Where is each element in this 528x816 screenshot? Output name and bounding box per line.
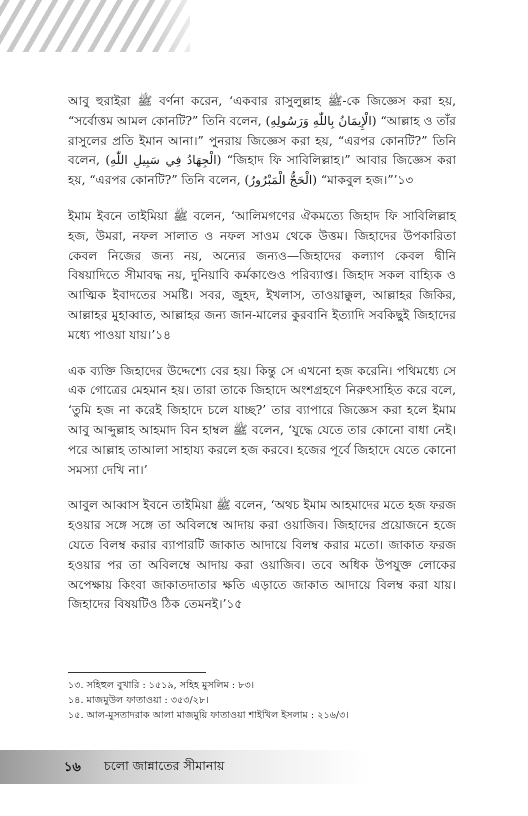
footnote-divider (68, 672, 206, 673)
paragraph-hadith: আবু হুরাইরা ﷺ বর্ণনা করেন, ‘একবার রাসুলুল্লাহ ﷺ-কে জিজ্ঞেস করা হয়, “সর্বোত্তম আমল কোনটি?” তিনি বলেন, (الْإِيمَانُ بِاللّٰهِ وَرَسُولِهِ) “আল্লাহ ও তাঁর রাসুলের প্রতি ইমান আনা।” পুনরায় জিজ্ঞেস করা হয়, “এরপর কোনটি?” তিনি বলেন, (الْجِهَادُ فِي سَبِيلِ اللّٰهِ) “জিহাদ ফি সাবিলিল্লাহ।” আবার জিজ্ঞেস করা হয়, “এরপর কোনটি?” তিনি বলেন, (الْحَجُّ الْمَبْرُورُ) “মাকবুল হজ।”’১৩ (68, 94, 456, 188)
main-text (68, 92, 456, 631)
paragraph-imam-ahmad: এক ব্যক্তি জিহাদের উদ্দেশ্যে বের হয়। কিন্তু সে এখনো হজ করেনি। পথিমধ্যে সে এক গোত্রের মেহমান হয়। তারা তাকে জিহাদে অংশগ্রহণে নিরুৎসাহিত করে বলে, ‘তুমি হজ না করেই জিহাদে চলে যাচ্ছ?’ তার ব্যাপারে জিজ্ঞেস করা হলে ইমাম আবু আব্দুল্লাহ আহমাদ বিন হাম্বল ﷺ বলেন, ‘যুদ্ধে যেতে তার কোনো বাধা নেই। পরে আল্লাহ তাআলা সাহায্য করলে হজ করবে। হজের পূর্বে জিহাদে যেতে কোনো সমস্যা দেখি না।’ (68, 363, 456, 477)
header-stripe-fade (150, 0, 210, 52)
footnotes (68, 678, 468, 723)
footnote-13: ১৩. সহিহুল বুখারি : ১৫১৯, সহিহ মুসলিম : ৮৩। (68, 680, 255, 691)
paragraph-abul-abbas: আবুল আব্বাস ইবনে তাইমিয়া ﷺ বলেন, ‘অথচ ইমাম আহমাদের মতে হজ ফরজ হওয়ার সঙ্গে সঙ্গে তা অবিলম্বে আদায় করা ওয়াজিব। জিহাদের প্রয়োজনে হজে যেতে বিলম্ব করার ব্যাপারটি জাকাত আদায়ে বিলম্ব করার মতো। জাকাত ফরজ হওয়ার পর তা অবিলম্বে আদায় করা ওয়াজিব। তবে অধিক উপযুক্ত লোকের অপেক্ষায় কিংবা জাকাতদাতার ক্ষতি এড়াতে জাকাত আদায়ে বিলম্ব করা যায়। জিহাদের বিষয়টিও ঠিক তেমনই।’১৫ (68, 498, 456, 612)
page-number: ১৬ (64, 760, 81, 775)
running-title: চলো জান্নাতের সীমানায় (104, 758, 225, 773)
footnote-14: ১৪. মাজমুউল ফাতাওয়া : ৩৫৩/২৮। (68, 695, 209, 706)
footnote-15: ১৫. আল-মুসতাদরাক আলা মাজমুয়ি ফাতাওয়া শাইখিল ইসলাম : ২১৬/৩। (68, 710, 349, 721)
paragraph-ibn-taymiyyah-quote: ইমাম ইবনে তাইমিয়া ﷺ বলেন, ‘আলিমগণের ঐকমত্যে জিহাদ ফি সাবিলিল্লাহ হজ, উমরা, নফল সালাত ও নফল সাওম থেকে উত্তম। জিহাদের উপকারিতা কেবল নিজের জন্য নয়, অন্যের জন্যও—জিহাদের কল্যাণ কেবল দ্বীনি বিষয়াদিতে সীমাবদ্ধ নয়, দুনিয়াবি কর্মকাণ্ডেও পরিব্যাপ্ত। জিহাদ সকল বাহ্যিক ও আত্মিক ইবাদতের সমষ্টি। সবর, জুহদ, ইখলাস, তাওয়াক্কুল, আল্লাহর জিকির, আল্লাহর মুহাব্বাত, আল্লাহর জন্য জান-মালের কুরবানি ইত্যাদি সবকিছুই জিহাদের মধ্যে পাওয়া যায়।’১৪ (68, 208, 457, 342)
